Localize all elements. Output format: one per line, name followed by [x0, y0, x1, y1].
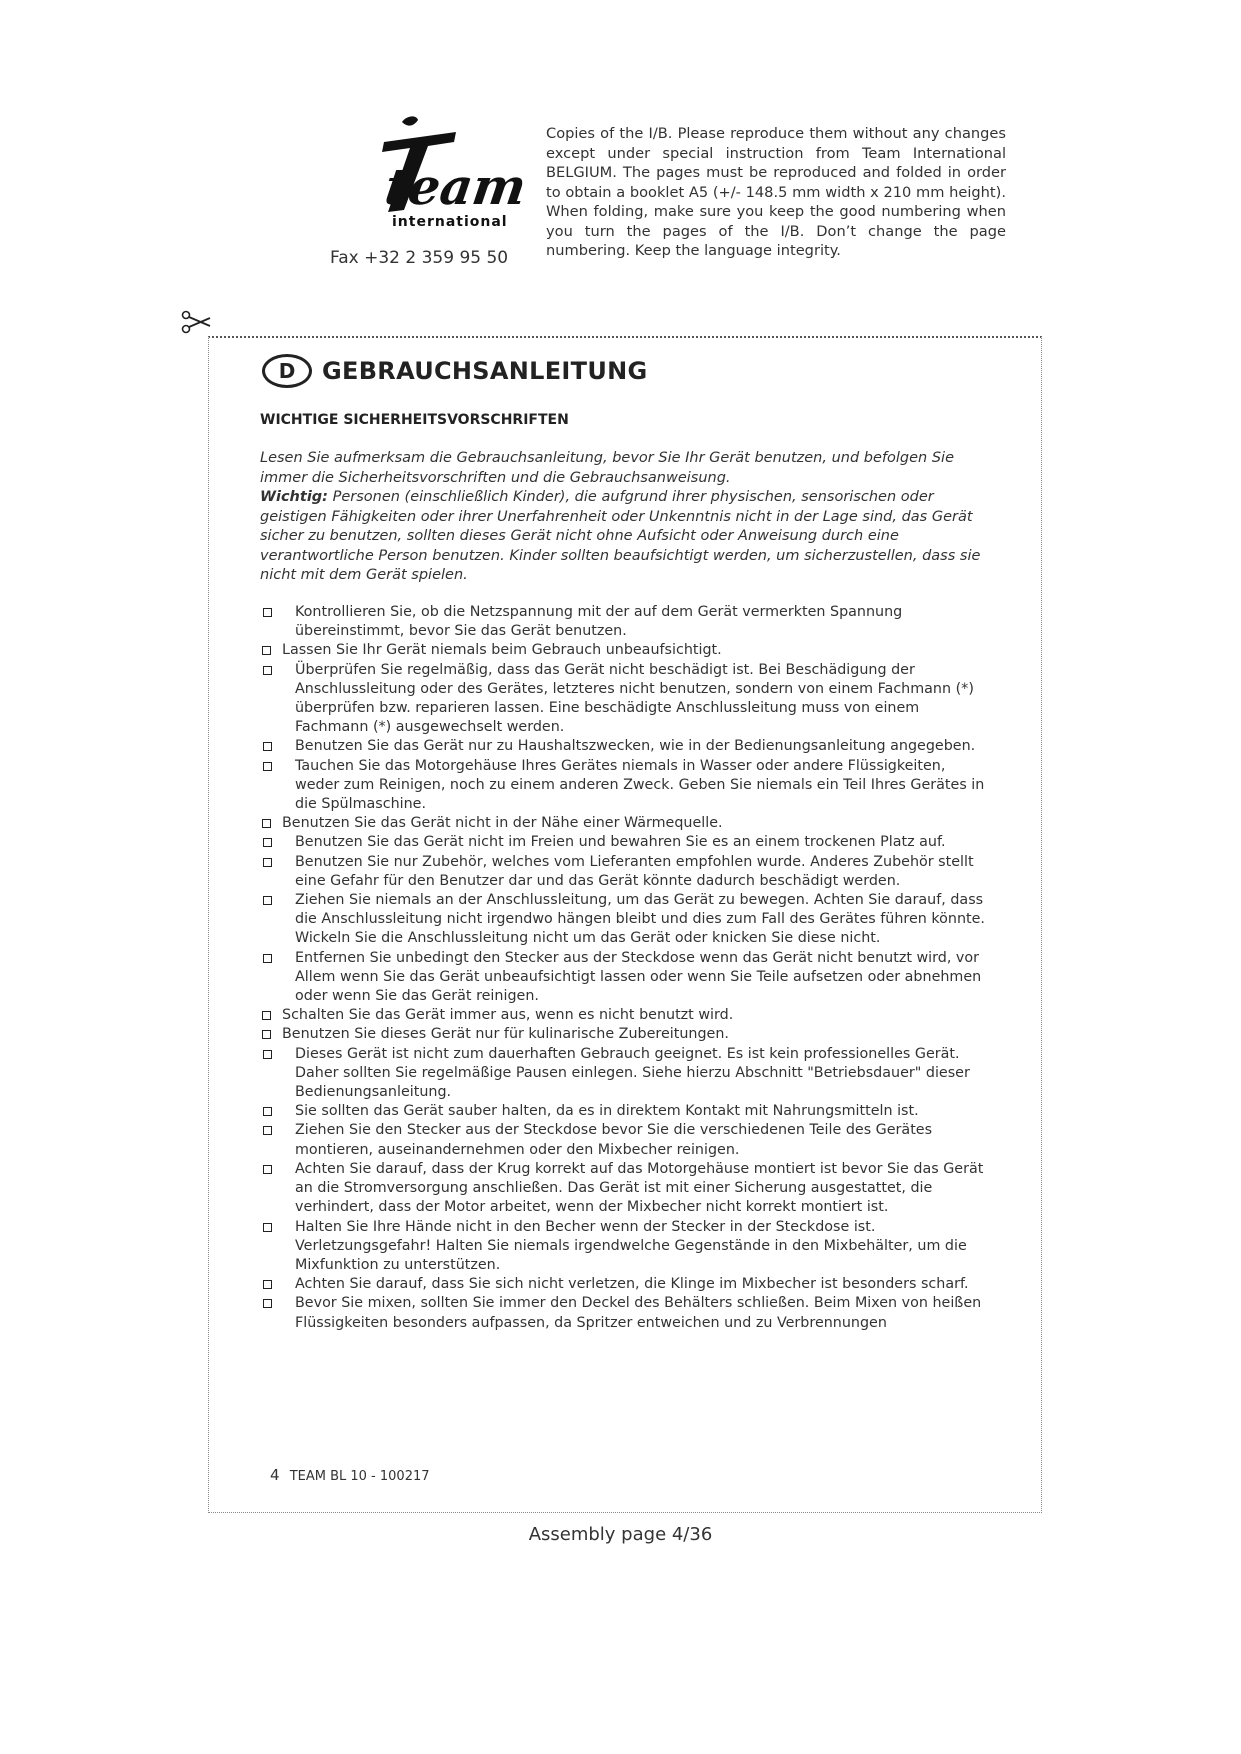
checkbox-bullet-icon	[263, 1165, 272, 1174]
checkbox-bullet-icon	[262, 819, 271, 828]
checkbox-bullet-icon	[263, 1126, 272, 1135]
important-label: Wichtig:	[260, 489, 328, 505]
list-item	[260, 833, 990, 852]
reproduction-instructions: Copies of the I/B. Please reproduce them without any changes except under special instruction from Team International BELGIUM. The pages must be reproduced and folded in order to obtain a booklet A5 (+/- 148.5 mm width x 210 mm height). When folding, make sure you keep the good numbering when you turn the pages of the I/B. Don’t change the page numbering. Keep the language integrity.	[546, 125, 1006, 259]
page-footer	[270, 1466, 430, 1484]
list-item-text: Kontrollieren Sie, ob die Netzspannung mit der auf dem Gerät vermerkten Spannung übereinstimmt, bevor Sie das Gerät benutzen.	[295, 604, 903, 640]
list-item-text: Halten Sie Ihre Hände nicht in den Becher wenn der Stecker in der Steckdose ist. Verletzungsgefahr! Halten Sie niemals irgendwelche Gegenstände in den Mixbehälter, um die Mixfunktion zu unterstützen.	[295, 1218, 967, 1273]
checkbox-bullet-icon	[263, 666, 272, 675]
list-item	[260, 1045, 990, 1103]
manual-title: GEBRAUCHSANLEITUNG	[322, 357, 648, 385]
checkbox-bullet-icon	[262, 646, 271, 655]
list-item	[260, 1294, 990, 1332]
intro-text: Lesen Sie aufmerksam die Gebrauchsanleitung, bevor Sie Ihr Gerät benutzen, und befolgen Sie immer die Sicherheitsvorschriften und die Gebrauchsanweisung.	[260, 450, 954, 486]
checkbox-bullet-icon	[263, 1107, 272, 1116]
list-item-text: Achten Sie darauf, dass Sie sich nicht verletzen, die Klinge im Mixbecher ist besonders scharf.	[295, 1276, 969, 1293]
scissors-icon	[180, 309, 212, 335]
list-item-text: Benutzen Sie das Gerät nicht im Freien und bewahren Sie es an einem trockenen Platz auf.	[295, 834, 946, 851]
list-item-text: Ziehen Sie niemals an der Anschlussleitung, um das Gerät zu bewegen. Achten Sie darauf, dass die Anschlussleitung nicht irgendwo hängen bleibt und dies zum Fall des Gerätes führen könnte. Wickeln Sie die Anschlussleitung nicht um das Gerät oder knicken Sie diese nicht.	[295, 892, 985, 947]
checkbox-bullet-icon	[262, 1030, 271, 1039]
intro-paragraph	[260, 449, 1000, 586]
logo-word	[381, 116, 529, 216]
checkbox-bullet-icon	[263, 1280, 272, 1289]
checkbox-bullet-icon	[263, 858, 272, 867]
list-item-text: Schalten Sie das Gerät immer aus, wenn es nicht benutzt wird.	[282, 1007, 734, 1024]
list-item	[260, 1275, 990, 1294]
page-number: 4	[270, 1466, 280, 1484]
list-item-text: Tauchen Sie das Motorgehäuse Ihres Gerätes niemals in Wasser oder andere Flüssigkeiten, weder zum Reinigen, noch zu einem anderen Zweck. Geben Sie niemals ein Teil Ihres Gerätes in die Spülmaschine.	[295, 757, 985, 813]
list-item-text: Benutzen Sie dieses Gerät nur für kulinarische Zubereitungen.	[282, 1026, 729, 1043]
important-text: Personen (einschließlich Kinder), die aufgrund ihrer physischen, sensorischen oder geistigen Fähigkeiten oder ihrer Unerfahrenheit oder Unkenntnis nicht in der Lage sind, das Gerät sicher zu benutzen, sollten dieses Gerät nicht ohne Aufsicht oder Anweisung durch eine verantwortliche Person benutzen. Kinder sollten beaufsichtigt werden, um sicherzustellen, dass sie nicht mit dem Gerät spielen.	[260, 489, 981, 583]
checkbox-bullet-icon	[263, 762, 272, 771]
team-international-logo	[344, 112, 530, 234]
fax-number: Fax +32 2 359 95 50	[330, 248, 509, 268]
checkbox-bullet-icon	[263, 1050, 272, 1059]
list-item-text: Dieses Gerät ist nicht zum dauerhaften Gebrauch geeignet. Es ist kein professionelles Gerät. Daher sollten Sie regelmäßige Pausen einlegen. Siehe hierzu Abschnitt "Betriebsdauer" dieser Bedienungsanleitung.	[295, 1045, 970, 1101]
logo-sub-text: international	[392, 214, 508, 230]
safety-subtitle: WICHTIGE SICHERHEITSVORSCHRIFTEN	[260, 412, 569, 428]
list-item-text: Ziehen Sie den Stecker aus der Steckdose bevor Sie die verschiedenen Teile des Gerätes montieren, auseinandernehmen oder den Mixbecher reinigen.	[295, 1122, 933, 1158]
list-item	[260, 1160, 990, 1218]
list-item	[260, 891, 990, 949]
list-item	[260, 814, 990, 833]
checkbox-bullet-icon	[263, 838, 272, 847]
list-item	[260, 949, 990, 1007]
list-item-text: Benutzen Sie nur Zubehör, welches vom Lieferanten empfohlen wurde. Anderes Zubehör stellt eine Gefahr für den Benutzer dar und das Gerät könnte dadurch beschädigt werden.	[295, 853, 974, 889]
checkbox-bullet-icon	[263, 954, 272, 963]
safety-list	[260, 603, 990, 1333]
list-item	[260, 853, 990, 891]
logo-word-text: team	[381, 157, 530, 216]
list-item	[260, 1102, 990, 1121]
list-item-text: Achten Sie darauf, dass der Krug korrekt auf das Motorgehäuse montiert ist bevor Sie das Gerät an die Stromversorgung anschließen. Das Gerät ist mit einer Sicherung ausgestattet, die verhindert, dass der Motor arbeitet, wenn der Mixbecher nicht korrekt montiert ist.	[295, 1160, 984, 1216]
checkbox-bullet-icon	[263, 608, 272, 617]
checkbox-bullet-icon	[263, 742, 272, 751]
list-item-text: Lassen Sie Ihr Gerät niemals beim Gebrauch unbeaufsichtigt.	[282, 642, 722, 659]
list-item-text: Überprüfen Sie regelmäßig, dass das Gerät nicht beschädigt ist. Bei Beschädigung der Anschlussleitung oder des Gerätes, letzteres nicht benutzen, sondern von einem Fachmann (*) überprüfen bzw. reparieren lassen. Eine beschädigte Anschlussleitung muss von einem Fachmann (*) ausgewechselt werden.	[295, 661, 974, 736]
checkbox-bullet-icon	[263, 896, 272, 905]
list-item	[260, 1121, 990, 1159]
list-item-text: Benutzen Sie das Gerät nur zu Haushaltszwecken, wie in der Bedienungsanleitung angegeben.	[295, 738, 976, 755]
list-item	[260, 1006, 990, 1025]
checkbox-bullet-icon	[262, 1011, 271, 1020]
list-item-text: Benutzen Sie das Gerät nicht in der Nähe einer Wärmequelle.	[282, 815, 723, 832]
list-item	[260, 661, 990, 738]
list-item	[260, 737, 990, 756]
manual-heading	[262, 354, 648, 388]
checkbox-bullet-icon	[263, 1223, 272, 1232]
list-item-text: Bevor Sie mixen, sollten Sie immer den Deckel des Behälters schließen. Beim Mixen von heißen Flüssigkeiten besonders aufpassen, da Spritzer entweichen und zu Verbrennungen	[295, 1295, 982, 1331]
list-item	[260, 641, 990, 660]
list-item-text: Entfernen Sie unbedingt den Stecker aus der Steckdose wenn das Gerät nicht benutzt wird, vor Allem wenn Sie das Gerät unbeaufsichtigt lassen oder wenn Sie Teile aufsetzen oder abnehmen oder wenn Sie das Gerät reinigen.	[295, 949, 982, 1005]
list-item	[260, 603, 990, 641]
assembly-page-label: Assembly page 4/36	[528, 1524, 713, 1545]
list-item-text: Sie sollten das Gerät sauber halten, da es in direktem Kontakt mit Nahrungsmitteln ist.	[295, 1103, 919, 1120]
language-badge: D	[262, 354, 312, 388]
list-item	[260, 1218, 990, 1276]
checkbox-bullet-icon	[263, 1299, 272, 1308]
list-item	[260, 757, 990, 815]
model-code: TEAM BL 10 - 100217	[289, 1469, 430, 1484]
list-item	[260, 1025, 990, 1044]
